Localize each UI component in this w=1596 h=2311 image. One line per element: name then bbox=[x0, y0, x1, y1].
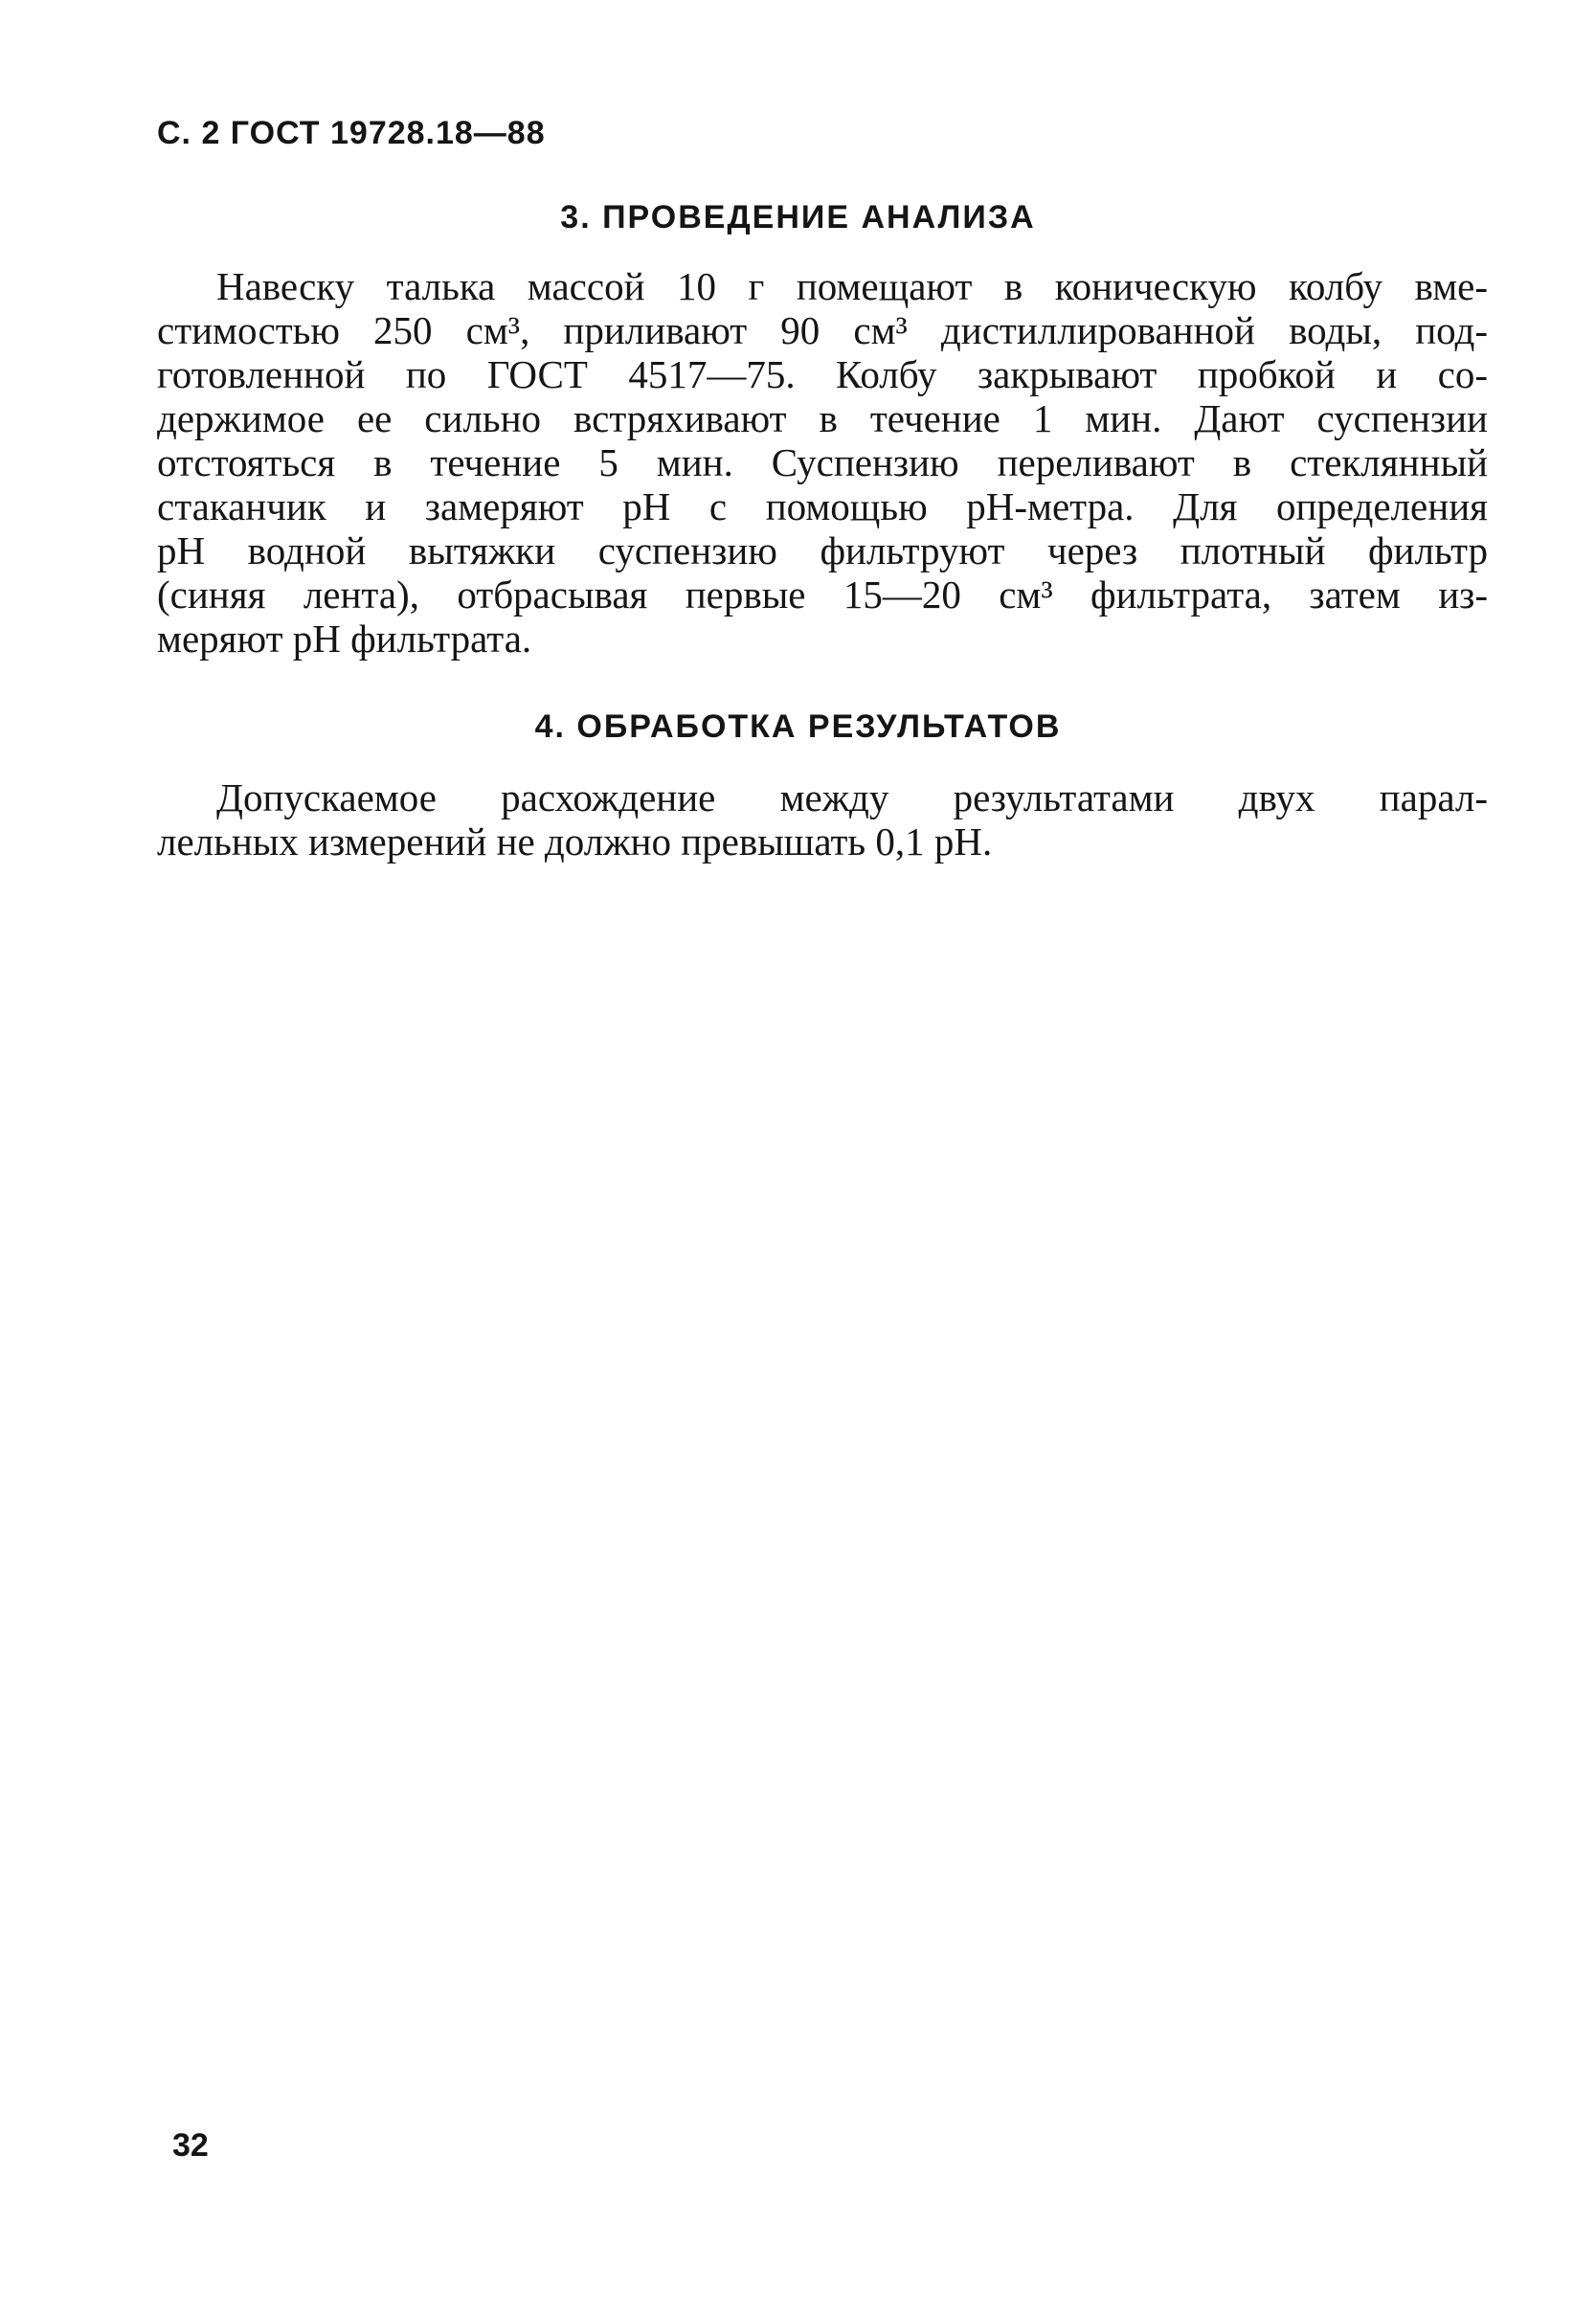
text-line: лельных измерений не должно превышать 0,1 pH. bbox=[157, 819, 993, 864]
text-line: готовленной по ГОСТ 4517—75. Колбу закрывают пробкой и со- bbox=[157, 352, 1488, 396]
page-number: 32 bbox=[172, 2127, 209, 2164]
text-line: меряют pH фильтрата. bbox=[157, 617, 532, 661]
text-line: отстояться в течение 5 мин. Суспензию переливают в стеклянный bbox=[157, 440, 1488, 484]
text-line: (синяя лента), отбрасывая первые 15—20 см³ фильтрата, затем из- bbox=[157, 572, 1488, 617]
text-line: Навеску талька массой 10 г помещают в коническую колбу вме- bbox=[216, 264, 1488, 308]
section-heading-analysis: 3. ПРОВЕДЕНИЕ АНАЛИЗА bbox=[560, 199, 1036, 236]
text-line: держимое ее сильно встряхивают в течение 1 мин. Дают суспензии bbox=[157, 396, 1488, 440]
section-heading-results: 4. ОБРАБОТКА РЕЗУЛЬТАТОВ bbox=[534, 708, 1062, 745]
text-line: стаканчик и замеряют pH с помощью pH-метра. Для определения bbox=[157, 484, 1488, 528]
text-line: pH водной вытяжки суспензию фильтруют через плотный фильтр bbox=[157, 528, 1488, 572]
text-line: стимостью 250 см³, приливают 90 см³ дистиллированной воды, под- bbox=[157, 308, 1488, 352]
page-header: С. 2 ГОСТ 19728.18—88 bbox=[157, 115, 546, 151]
text-line: Допускаемое расхождение между результатами двух парал- bbox=[216, 775, 1488, 819]
